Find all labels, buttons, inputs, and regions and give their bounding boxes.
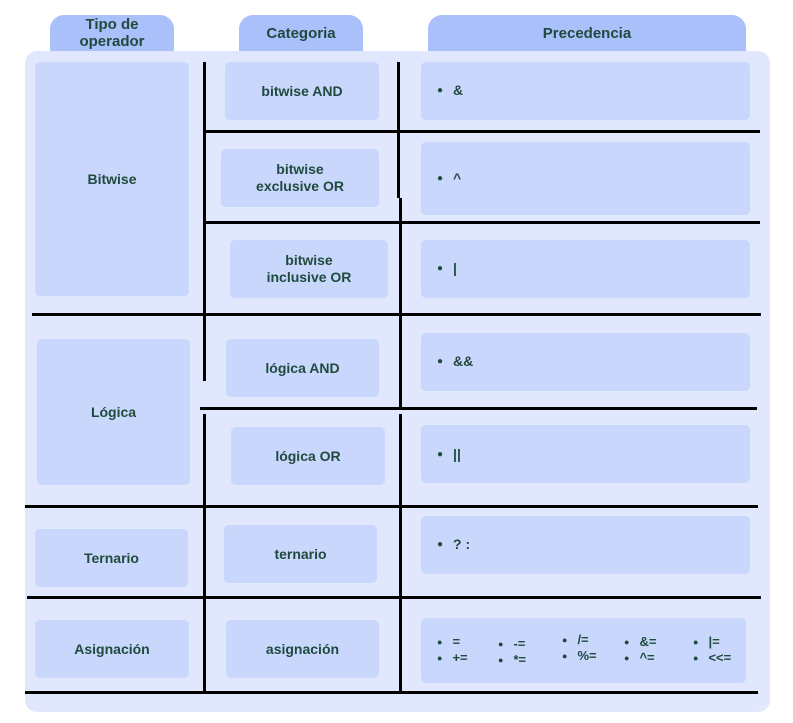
asignacion-grupo-1 <box>437 634 468 666</box>
operador: ? : <box>453 536 471 552</box>
operador: /= <box>577 632 589 647</box>
horizontal-divider-4 <box>200 407 757 410</box>
asignacion-grupo-4 <box>624 634 656 666</box>
operador: &= <box>639 634 657 649</box>
categoria-ternario: ternario <box>224 525 377 583</box>
bullet-icon: ● <box>437 448 444 460</box>
asignacion-grupo-3 <box>562 632 597 664</box>
vertical-divider-right-mid <box>399 198 402 410</box>
categoria-bitwise-exclusive-or: bitwise exclusive OR <box>221 149 379 207</box>
precedencia-asignacion <box>421 618 746 683</box>
horizontal-divider-3 <box>32 313 761 316</box>
header-precedencia: Precedencia <box>428 15 746 51</box>
operador: & <box>453 82 464 98</box>
tipo-logica: Lógica <box>37 339 190 485</box>
operador: | <box>453 260 457 276</box>
bullet-icon: ● <box>498 655 504 665</box>
bullet-icon: ● <box>562 635 568 645</box>
precedencia-ternario <box>421 516 750 574</box>
header-categoria: Categoria <box>239 15 363 51</box>
bullet-icon: ● <box>624 653 630 663</box>
categoria-bitwise-inclusive-or: bitwise inclusive OR <box>230 240 388 298</box>
operador: |= <box>708 634 720 649</box>
categoria-logica-or: lógica OR <box>231 427 385 485</box>
precedencia-bitwise-exclusive-or <box>421 142 750 215</box>
operador: ^= <box>639 650 655 665</box>
operador: <<= <box>708 650 732 665</box>
horizontal-divider-1 <box>203 130 760 133</box>
categoria-asignacion: asignación <box>226 620 379 678</box>
horizontal-divider-5 <box>25 505 758 508</box>
bullet-icon: ● <box>624 637 630 647</box>
vertical-divider-right-bottom <box>399 414 402 693</box>
categoria-logica-and: lógica AND <box>226 339 379 397</box>
bullet-icon: ● <box>693 653 699 663</box>
precedencia-logica-and <box>421 333 750 391</box>
precedencia-bitwise-and <box>421 62 750 120</box>
operador: += <box>452 650 468 665</box>
operador: *= <box>513 652 527 667</box>
asignacion-grupo-2 <box>498 636 526 668</box>
tipo-ternario: Ternario <box>35 529 188 587</box>
horizontal-divider-7 <box>25 691 758 694</box>
bullet-icon: ● <box>437 172 444 184</box>
operador: = <box>452 634 461 649</box>
bullet-icon: ● <box>437 262 444 274</box>
bullet-icon: ● <box>437 355 444 367</box>
horizontal-divider-2 <box>203 221 760 224</box>
bullet-icon: ● <box>437 84 444 96</box>
operador: -= <box>513 636 526 651</box>
tipo-asignacion: Asignación <box>35 620 189 678</box>
precedencia-logica-or <box>421 425 750 483</box>
bullet-icon: ● <box>693 637 699 647</box>
bullet-icon: ● <box>437 637 443 647</box>
vertical-divider-left-bottom <box>203 414 206 693</box>
asignacion-grupo-5 <box>693 634 731 666</box>
bullet-icon: ● <box>437 538 444 550</box>
horizontal-divider-6 <box>27 596 761 599</box>
operador: ^ <box>453 170 462 186</box>
header-tipo-de-operador: Tipo de operador <box>50 15 174 51</box>
precedencia-bitwise-inclusive-or <box>421 240 750 298</box>
bullet-icon: ● <box>437 653 443 663</box>
bullet-icon: ● <box>498 639 504 649</box>
tipo-bitwise: Bitwise <box>35 62 189 296</box>
categoria-bitwise-and: bitwise AND <box>225 62 379 120</box>
bullet-icon: ● <box>562 651 568 661</box>
operador: || <box>453 446 461 462</box>
operador: && <box>453 353 474 369</box>
operador: %= <box>577 648 597 663</box>
